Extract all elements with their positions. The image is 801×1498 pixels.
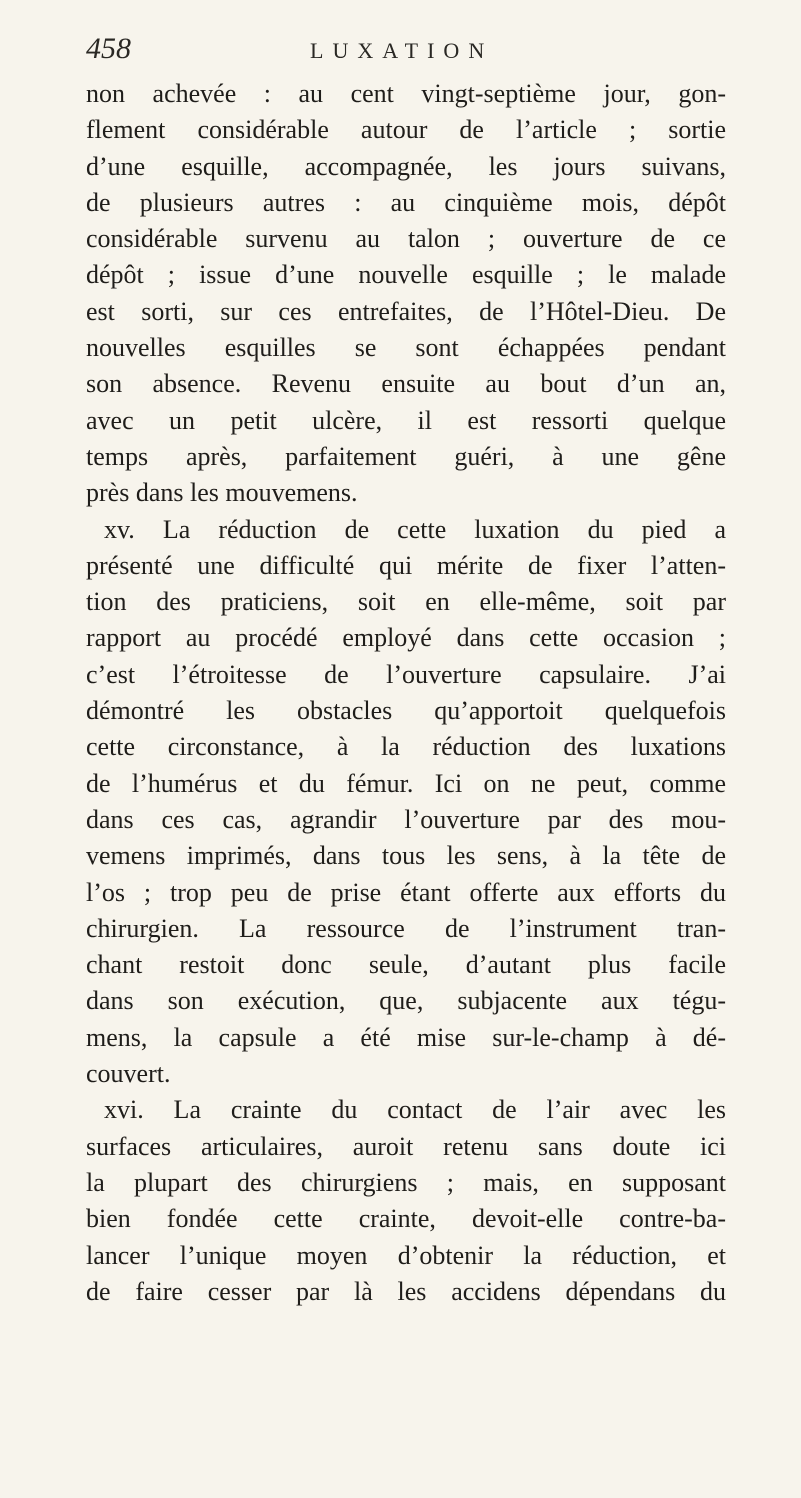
text-line: son absence. Revenu ensuite au bout d’un an, (86, 369, 726, 399)
text-line: xv. La réduction de cette luxation du pied a (104, 514, 726, 544)
text-line: tion des praticiens, soit en elle-même, soit par (86, 587, 726, 617)
running-head (86, 28, 726, 68)
text-line: temps après, parfaitement guéri, à une gêne (86, 441, 726, 471)
text-line: présenté une difficulté qui mérite de fixer l’atten- (86, 550, 726, 580)
text-line: vemens imprimés, dans tous les sens, à la tête de (86, 841, 726, 871)
body-text (86, 76, 726, 1310)
text-line: l’os ; trop peu de prise étant offerte aux efforts du (86, 877, 726, 907)
text-line: surfaces articulaires, auroit retenu sans doute ici (86, 1131, 726, 1161)
text-line: considérable survenu au talon ; ouverture de ce (86, 224, 726, 254)
text-line: démontré les obstacles qu’apportoit quelquefois (86, 696, 726, 726)
text-line: est sorti, sur ces entrefaites, de l’Hôtel-Dieu. De (86, 296, 726, 326)
text-line: près dans les mouvemens. (86, 478, 358, 508)
text-line: de plusieurs autres : au cinquième mois, dépôt (86, 187, 726, 217)
page-number: 458 (86, 32, 131, 65)
text-line: de l’humérus et du fémur. Ici on ne peut, comme (86, 768, 726, 798)
text-line: de faire cesser par là les accidens dépendans du (86, 1276, 726, 1306)
text-line: la plupart des chirurgiens ; mais, en supposant (86, 1167, 726, 1197)
text-line: bien fondée cette crainte, devoit-elle contre-ba- (86, 1204, 726, 1234)
text-line: rapport au procédé employé dans cette occasion ; (86, 623, 726, 653)
text-line: flement considérable autour de l’article ; sortie (86, 115, 726, 145)
text-line: xvi. La crainte du contact de l’air avec les (104, 1095, 726, 1125)
text-line: dans ces cas, agrandir l’ouverture par des mou- (86, 804, 726, 834)
text-line: dépôt ; issue d’une nouvelle esquille ; le malade (86, 260, 726, 290)
text-line: avec un petit ulcère, il est ressorti quelque (86, 405, 726, 435)
text-line: c’est l’étroitesse de l’ouverture capsulaire. J’ai (86, 659, 726, 689)
text-line: cette circonstance, à la réduction des luxations (86, 732, 726, 762)
text-line: lancer l’unique moyen d’obtenir la réduction, et (86, 1240, 726, 1270)
running-title: LUXATION (310, 38, 494, 63)
text-line: mens, la capsule a été mise sur-le-champ à dé- (86, 1022, 726, 1052)
text-line: couvert. (86, 1059, 171, 1089)
text-line: d’une esquille, accompagnée, les jours suivans, (86, 151, 726, 181)
text-line: chirurgien. La ressource de l’instrument tran- (86, 913, 726, 943)
text-line: dans son exécution, que, subjacente aux tégu- (86, 986, 726, 1016)
text-line: chant restoit donc seule, d’autant plus facile (86, 950, 726, 980)
text-line: non achevée : au cent vingt-septième jour, gon- (86, 79, 726, 108)
text-line: nouvelles esquilles se sont échappées pendant (86, 333, 726, 363)
